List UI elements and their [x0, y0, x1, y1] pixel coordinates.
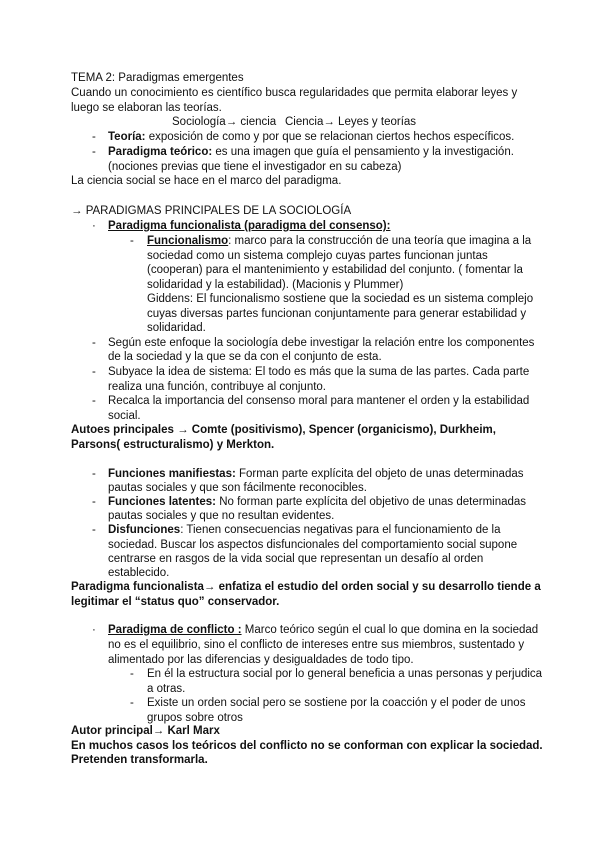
- function-line: establecido.: [108, 567, 170, 579]
- definition-cont: (nociones previas que tiene el investigador en su cabeza): [108, 161, 402, 173]
- definition-paradigma: [108, 145, 514, 159]
- relation-ciencia: Ciencia→ Leyes y teorías: [285, 116, 417, 128]
- bullet: -: [92, 146, 96, 158]
- function-line: sociedad. Buscar los aspectos disfuncionales del comportamiento social supone: [108, 539, 518, 551]
- functionalist-heading: Paradigma funcionalista (paradigma del consenso):: [108, 220, 391, 232]
- text: : marco para la construcción de una teoría que imagina a la: [228, 235, 532, 247]
- conflict-line: [108, 623, 538, 637]
- text: Forman parte explícita del objeto de unas determinadas: [235, 468, 524, 480]
- bullet: -: [92, 131, 96, 143]
- bullet: -: [92, 337, 96, 349]
- term: Paradigma teórico:: [108, 146, 213, 158]
- point-line: Recalca la importancia del consenso moral para mantener el orden y la estabilidad: [108, 395, 530, 407]
- function-line: pautas sociales y que no resultan evidentes.: [108, 510, 335, 522]
- term: Funciones latentes:: [108, 496, 216, 508]
- term: Disfunciones: [108, 524, 181, 536]
- functionalist-conclusion: Paradigma funcionalista→ enfatiza el estudio del orden social y su desarrollo tiende a: [71, 581, 541, 593]
- bullet: -: [130, 668, 134, 680]
- function-line: [108, 523, 501, 537]
- conflict-line: alimentado por las diferencias y desigualdades de todo tipo.: [108, 654, 414, 666]
- section-heading: → PARADIGMAS PRINCIPALES DE LA SOCIOLOGÍA: [71, 205, 352, 217]
- conflict-author: Autor principal→ Karl Marx: [71, 725, 220, 737]
- conflict-conclusion: En muchos casos los teóricos del conflicto no se conforman con explicar la sociedad.: [71, 740, 543, 752]
- point-line: Según este enfoque la sociología debe investigar la relación entre los componentes: [108, 337, 535, 349]
- function-line: centrarse en rasgos de la vida social que representan un desafío al orden: [108, 553, 484, 565]
- term: Funcionalismo: [147, 235, 229, 247]
- page-title: TEMA 2: Paradigmas emergentes: [71, 72, 244, 84]
- bullet: ·: [92, 624, 96, 636]
- authors-line: Autoes principales → Comte (positivismo), Spencer (organicismo), Durkheim,: [71, 424, 496, 436]
- bullet: -: [92, 366, 96, 378]
- intro-closing: La ciencia social se hace en el marco del paradigma.: [71, 175, 342, 187]
- bullet: -: [92, 524, 96, 536]
- conflict-point: a otras.: [147, 683, 186, 695]
- functionalism-line: solidaridad.: [147, 322, 206, 334]
- function-line: [108, 467, 523, 481]
- text: Marco teórico según el cual lo que domina en la sociedad: [241, 624, 539, 636]
- conflict-conclusion: Pretenden transformarla.: [71, 754, 208, 766]
- term: Teoría:: [108, 131, 146, 143]
- intro-line: Cuando un conocimiento es científico busca regularidades que permita elaborar leyes y: [71, 87, 518, 99]
- text: No forman parte explícita del objetivo de unas determinadas: [216, 496, 527, 508]
- point-line: de la sociedad y la que se da con el conjunto de esta.: [108, 351, 382, 363]
- conflict-point: En él la estructura social por lo general beneficia a unas personas y perjudica: [147, 668, 543, 680]
- bullet: -: [92, 468, 96, 480]
- point-line: Subyace la idea de sistema: El todo es más que la suma de las partes. Cada parte: [108, 366, 530, 378]
- functionalism-line: sociedad como un sistema complejo cuyas partes funcionan juntas: [147, 250, 488, 262]
- conflict-point: grupos sobre otros: [147, 712, 243, 724]
- definition-text: exposición de como y por que se relacionan ciertos hechos específicos.: [145, 131, 515, 143]
- functionalism-line: cuyas diversas partes funcionan conjuntamente para generar estabilidad y: [147, 308, 527, 320]
- intro-line: luego se elaboran las teorías.: [71, 102, 222, 114]
- bullet: -: [92, 395, 96, 407]
- bullet: -: [92, 496, 96, 508]
- point-line: social.: [108, 410, 141, 422]
- functionalism-line: (cooperan) para el mantenimiento y estabilidad del conjunto. ( fomentar la: [147, 264, 523, 276]
- definition-text: es una imagen que guía el pensamiento y la investigación.: [212, 146, 514, 158]
- conflict-heading: Paradigma de conflicto :: [108, 624, 242, 636]
- bullet: -: [130, 697, 134, 709]
- point-line: realiza una función, contribuye al conjunto.: [108, 381, 327, 393]
- bullet: -: [130, 235, 134, 247]
- authors-line: Parsons( estructuralismo) y Merkton.: [71, 439, 275, 451]
- relation-sociologia: Sociología→ ciencia: [172, 116, 277, 128]
- functionalism-line: Giddens: El funcionalismo sostiene que la sociedad es un sistema complejo: [147, 293, 534, 305]
- function-line: [108, 495, 526, 509]
- bullet: ·: [92, 220, 96, 232]
- text: : Tienen consecuencias negativas para el funcionamiento de la: [180, 524, 501, 536]
- function-line: pautas sociales y que son fácilmente reconocibles.: [108, 482, 367, 494]
- definition-teoria: [108, 130, 514, 144]
- conflict-point: Existe un orden social pero se sostiene por la coacción y el poder de unos: [147, 697, 526, 709]
- functionalist-conclusion: legitimar el “status quo” conservador.: [71, 596, 280, 608]
- functionalism-line: [147, 234, 531, 248]
- conflict-line: no es el equilibrio, sino el conflicto de intereses entre sus miembros, sustentado y: [108, 639, 525, 651]
- term: Funciones manifiestas:: [108, 468, 236, 480]
- functionalism-line: solidaridad y la estabilidad). (Macionis y Plummer): [147, 279, 404, 291]
